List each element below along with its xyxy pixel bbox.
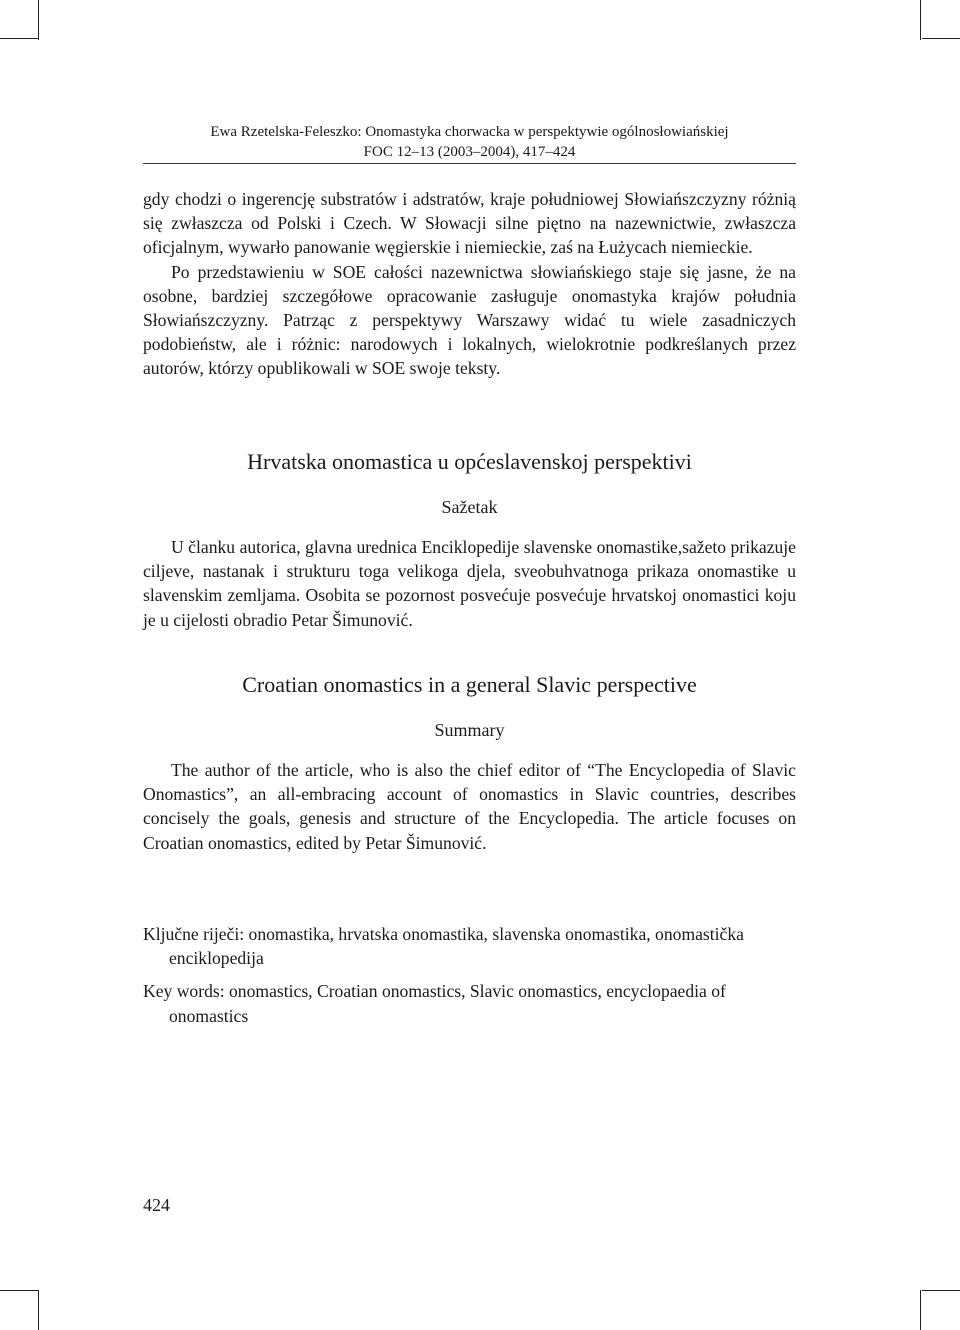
keywords-croatian: Ključne riječi: onomastika, hrvatska onomastika, slavenska onomastika, onomastička enciklopedija (143, 924, 744, 969)
crop-mark-top-left-h (0, 38, 38, 39)
english-title: Croatian onomastics in a general Slavic perspective (242, 672, 697, 697)
croatian-title: Hrvatska onomastica u općeslavenskoj perspektivi (247, 449, 692, 474)
header-rule (143, 163, 796, 164)
running-header (143, 122, 796, 162)
paragraph-1: gdy chodzi o ingerencję substratów i adstratów, kraje południowej Słowiańszczyzny różnią się zwłaszcza od Polski i Czech. W Słowacji silne piętno na nazewnictwie, zwłaszcza oficjalnym, wywarło panowanie węgierskie i niemieckie, zaś na Łużycach niemieckie. (143, 189, 796, 258)
crop-mark-top-right-h (922, 38, 960, 39)
page-number: 424 (143, 1195, 170, 1215)
body-text (143, 187, 796, 381)
crop-mark-top-right (920, 0, 921, 40)
header-journal-ref: FOC 12–13 (2003–2004), 417–424 (363, 144, 576, 160)
english-summary-label: Summary (434, 720, 505, 740)
crop-mark-bottom-right (920, 1290, 921, 1330)
crop-mark-bottom-left (38, 1290, 39, 1330)
crop-mark-bottom-right-h (922, 1290, 960, 1291)
crop-mark-bottom-left-h (0, 1290, 38, 1291)
paragraph-2: Po przedstawieniu w SOE całości nazewnictwa słowiańskiego staje się jasne, że na osobne, bardziej szczegółowe opracowanie zasługuje onomastyka krajów południa Słowiańszczyzny. Patrząc z perspektywy Warszawy widać tu wiele zasadniczych podobieństw, ale i różnic: narodowych i lokalnych, wielokrotnie podkreślanych przez autorów, którzy opublikowali w SOE swoje teksty. (143, 261, 796, 379)
keywords-block (143, 922, 796, 1028)
croatian-abstract-text: U članku autorica, glavna urednica Enciklopedije slavenske onomastike,sažeto prikazuje ciljeve, nastanak i strukturu toga velikoga djela, sveobuhvatnoga prikaza onomastike u slavenskim zemljama. Osobita se pozornost posvećuje posvećuje hrvatskoj onomastici koju je u cijelosti obradio Petar Šimunović. (143, 537, 796, 630)
english-summary-text: The author of the article, who is also the chief editor of “The Encyclopedia of Slavic Onomastics”, an all-embracing account of onomastics in Slavic countries, describes concisely the goals, genesis and structure of the Encyclopedia. The article focuses on Croatian onomastics, edited by Petar Šimunović. (143, 760, 796, 853)
croatian-abstract (143, 535, 796, 632)
english-summary (143, 758, 796, 855)
header-authors-title: Ewa Rzetelska-Feleszko: Onomastyka chorwacka w perspektywie ogólnosłowiańskiej (210, 124, 729, 140)
keywords-english: Key words: onomastics, Croatian onomastics, Slavic onomastics, encyclopaedia of onomastics (143, 981, 726, 1026)
crop-mark-top-left (38, 0, 39, 40)
croatian-abstract-label: Sažetak (441, 497, 498, 517)
